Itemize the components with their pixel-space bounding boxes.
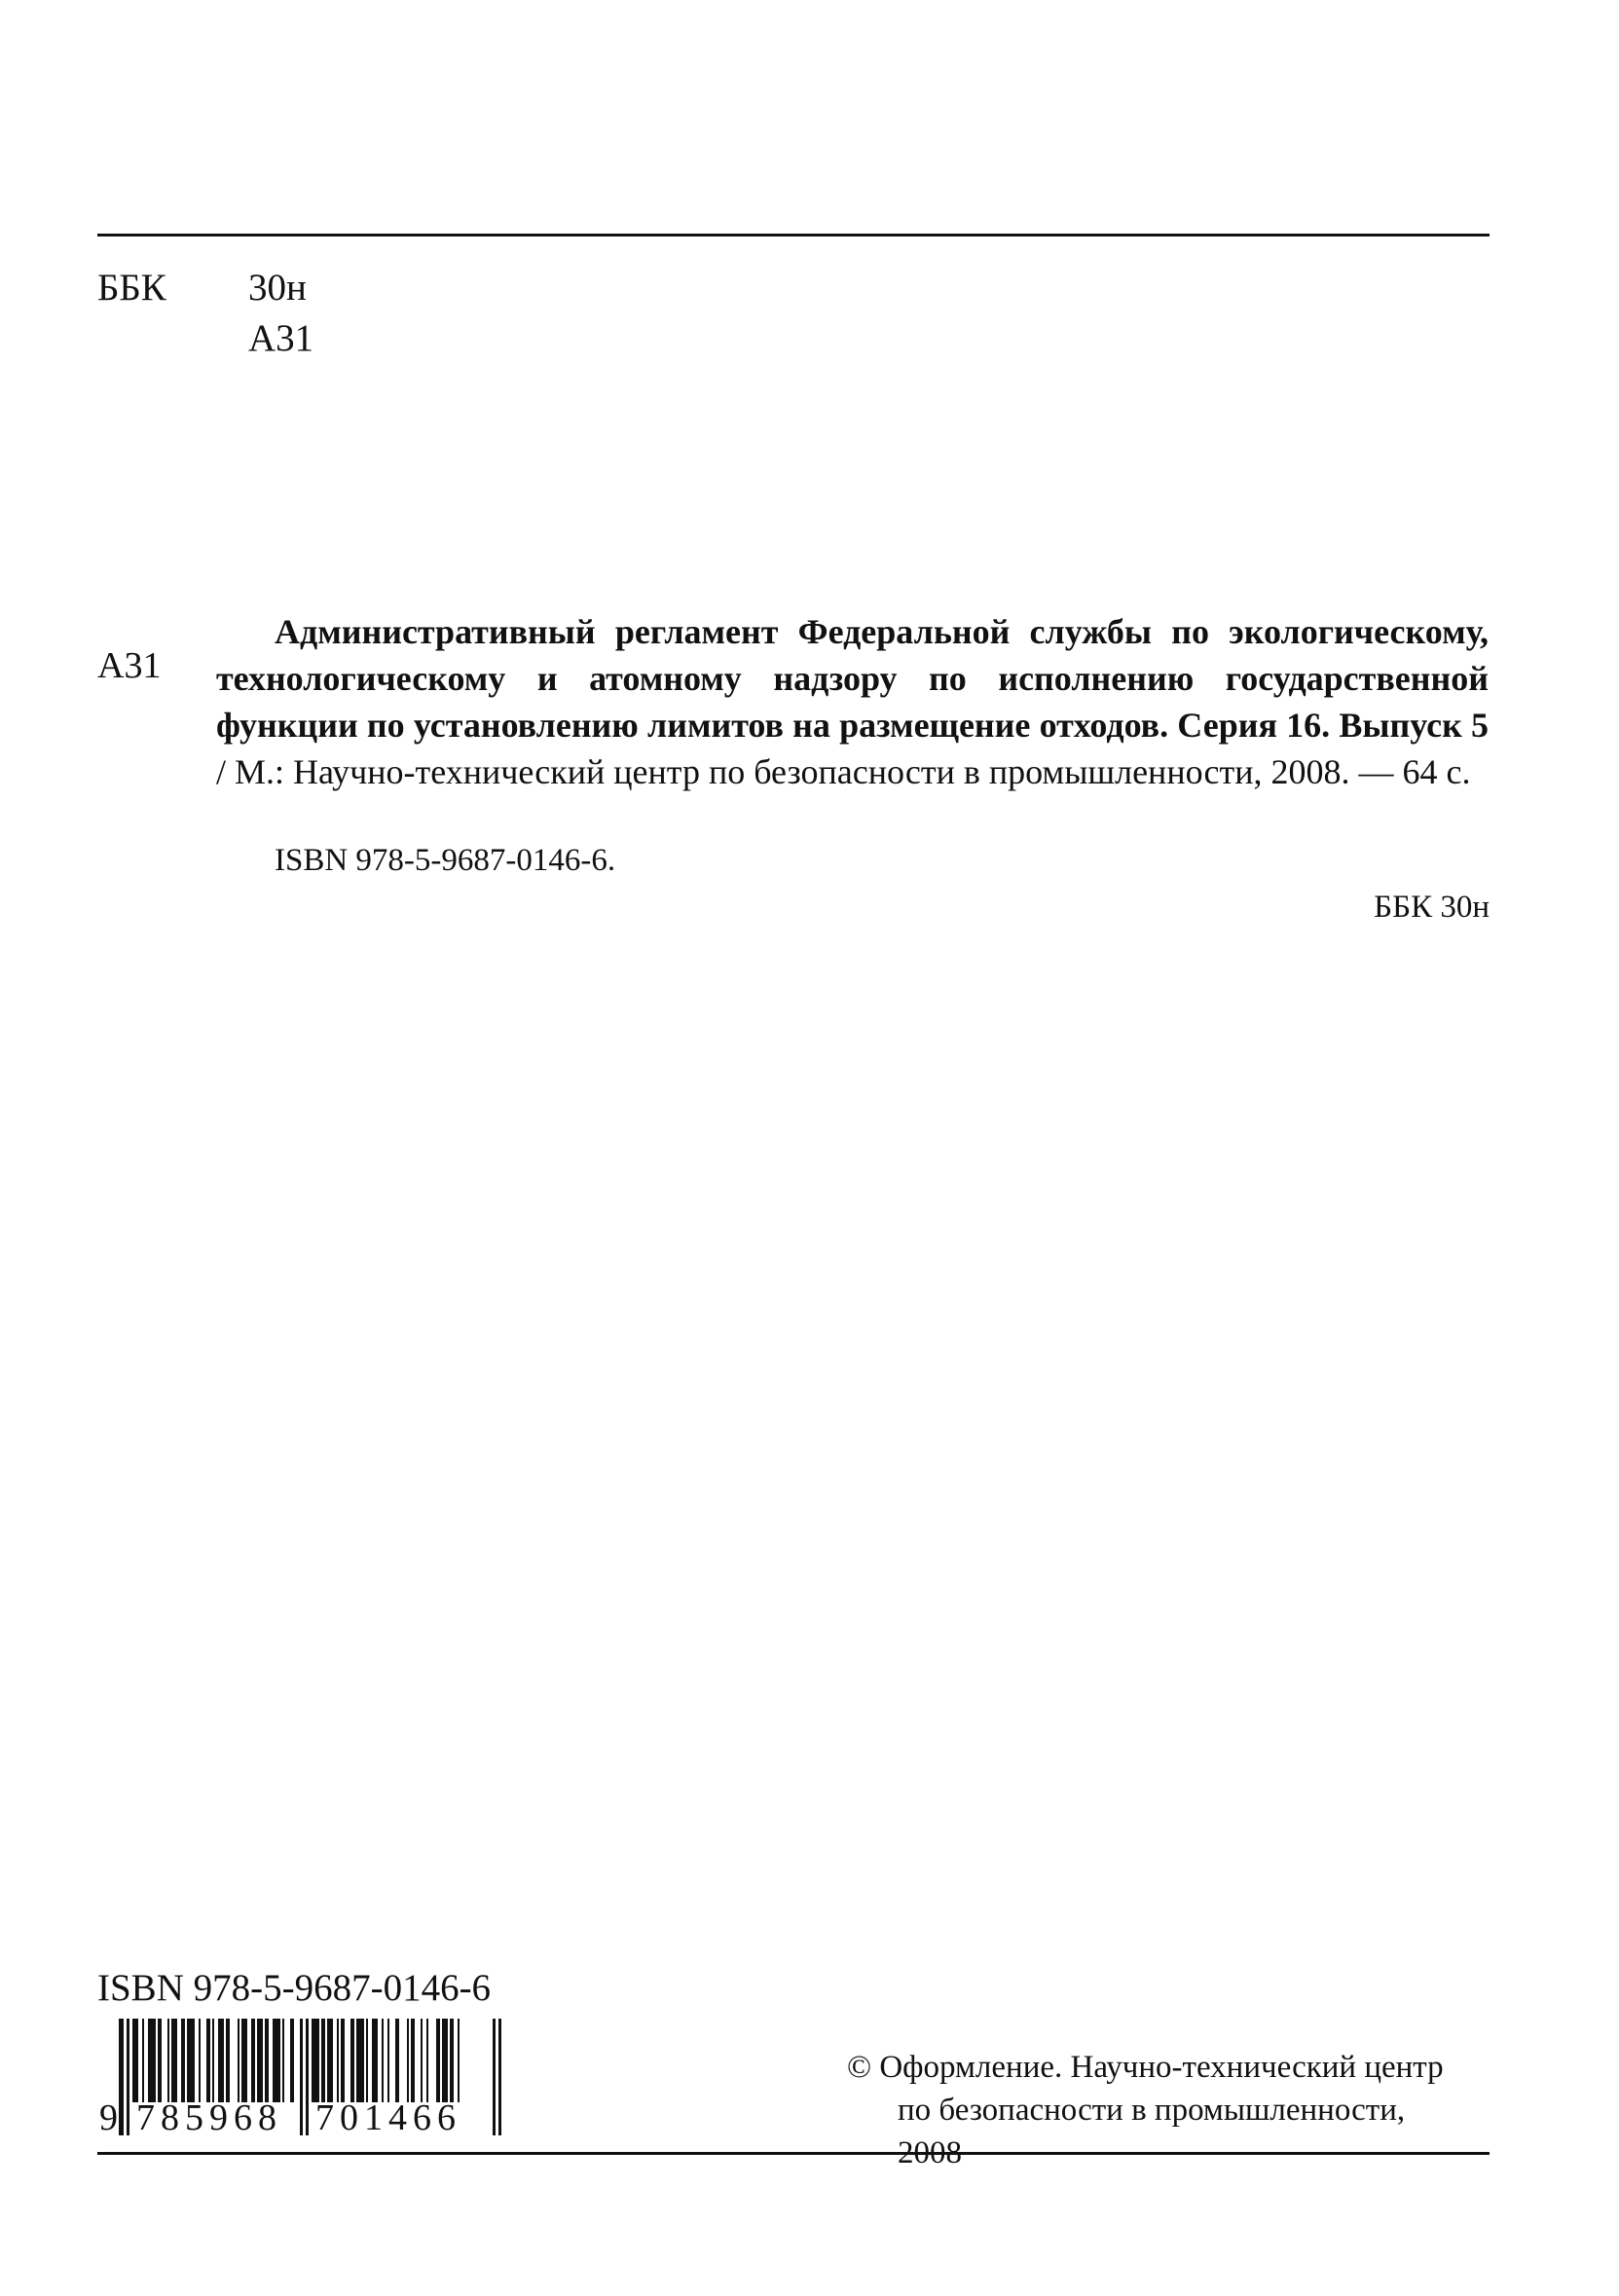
barcode-first-digit: 9 — [99, 2097, 118, 2135]
entry-title: Административный регламент Федеральной службы по экологическому, технологическому и атомному надзору по исполнению государственной функции по установлению лимитов на размещение отходов. Серия 16. Выпуск 5 — [216, 612, 1489, 745]
author-code: А31 — [248, 317, 314, 359]
barcode-icon — [97, 2019, 506, 2135]
bbk-label: ББК — [97, 267, 166, 309]
barcode-isbn-label: ISBN 978-5-9687-0146-6 — [97, 1967, 492, 2009]
copyright-line-1: © Оформление. Научно-технический центр — [847, 2050, 1444, 2085]
bbk-codes — [248, 263, 313, 364]
barcode-right-digits: 701466 — [315, 2097, 461, 2135]
copyright-line-2: по безопасности в промышленности, — [898, 2093, 1406, 2128]
author-mark: А31 — [97, 645, 162, 686]
copyright-line-3: 2008 — [898, 2135, 962, 2170]
bottom-rule — [97, 2152, 1490, 2155]
bbk-code: 30н — [248, 267, 307, 309]
top-rule — [97, 234, 1490, 237]
entry-isbn: ISBN 978-5-9687-0146-6. — [275, 843, 616, 878]
barcode-block — [97, 1966, 506, 2141]
copyright-notice — [847, 2046, 1490, 2174]
barcode-left-digits: 785968 — [136, 2097, 282, 2135]
bbk-right: ББК 30н — [1374, 890, 1490, 925]
entry-imprint: / М.: Научно-технический центр по безопасности в промышленности, 2008. — 64 с. — [216, 752, 1471, 791]
bibliographic-entry — [216, 608, 1489, 795]
